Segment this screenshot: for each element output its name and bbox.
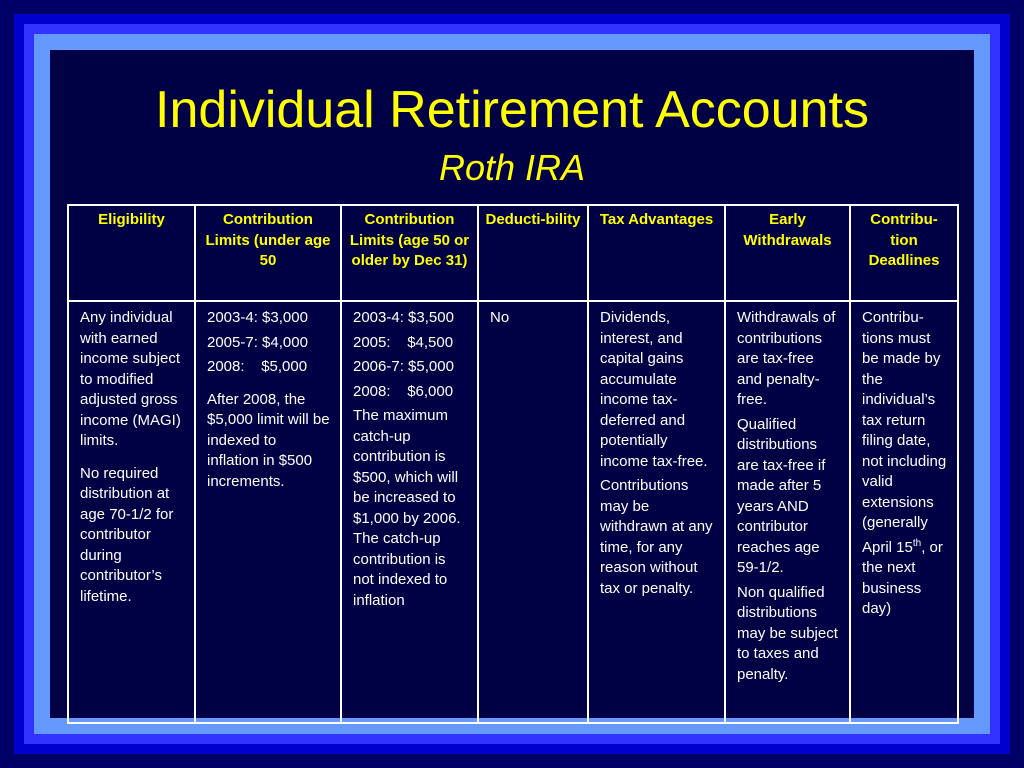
limit-50plus-line-2: 2005: $4,500	[353, 333, 454, 351]
eligibility-text-1: Any individual with earned income subject to modified adjusted gross income (MAGI) limits.	[80, 309, 181, 449]
header-early-withdrawals: Early Withdrawals	[725, 205, 850, 301]
header-eligibility: Eligibility	[68, 205, 195, 301]
cell-deductibility	[478, 301, 588, 723]
limit-50plus-line-3: 2006-7: $5,000	[353, 358, 454, 375]
early-withdrawals-text-1: Withdrawals of contributions are tax-free and penalty-free.	[737, 309, 836, 408]
header-row	[68, 205, 958, 301]
slide-title: Individual Retirement Accounts	[155, 81, 869, 139]
deadlines-text-main: Contribu-tions must be made by the individual’s tax return filing date, not including valid extensions (generally April 15	[862, 309, 947, 556]
limit-under50-line-1: 2003-4: $3,000	[207, 309, 308, 326]
header-limits-50-plus: Contribution Limits (age 50 or older by Dec 31)	[341, 205, 478, 301]
body-row	[68, 301, 958, 723]
tax-advantages-text-1: Dividends, interest, and capital gains accumulate income tax-deferred and potentially income tax-free.	[600, 309, 708, 470]
limit-50plus-line-4: 2008: $6,000	[353, 382, 454, 400]
early-withdrawals-text-3: Non qualified distributions may be subject to taxes and penalty.	[737, 583, 838, 683]
header-deductibility: Deducti-bility	[478, 205, 588, 301]
roth-ira-table	[67, 204, 959, 724]
limit-under50-line-3: 2008: $5,000	[207, 358, 308, 375]
deadlines-superscript: th	[912, 537, 922, 549]
early-withdrawals-text-2: Qualified distributions are tax-free if made after 5 years AND contributor reaches age 59-1/2.	[737, 415, 826, 576]
cell-deadlines	[850, 301, 958, 723]
eligibility-text-2: No required distribution at age 70-1/2 for contributor during contributor’s lifetime.	[80, 464, 174, 605]
cell-tax-advantages	[588, 301, 725, 723]
header-tax-advantages: Tax Advantages	[588, 205, 725, 301]
header-limits-under-50: Contribution Limits (under age 50	[195, 205, 341, 301]
slide-subtitle: Roth IRA	[438, 147, 586, 188]
limit-50plus-line-1: 2003-4: $3,500	[353, 309, 454, 326]
deductibility-text: No	[490, 309, 510, 326]
limit-under50-line-2: 2005-7: $4,000	[207, 333, 308, 351]
cell-limits-under-50	[195, 301, 341, 723]
cell-limits-50-plus	[341, 301, 478, 723]
header-deadlines: Contribu-tion Deadlines	[850, 205, 958, 301]
tax-advantages-text-2: Contributions may be withdrawn at any time, for any reason without tax or penalty.	[600, 477, 713, 597]
deadlines-text-end: , or the next business day)	[862, 538, 943, 617]
cell-early-withdrawals	[725, 301, 850, 723]
deadlines-text	[862, 308, 948, 620]
cell-eligibility	[68, 301, 195, 723]
limit-under50-note: After 2008, the $5,000 limit will be indexed to inflation in $500 increments.	[207, 390, 330, 490]
limit-50plus-note: The maximum catch-up contribution is $500, which will be increased to $1,000 by 2006. The catch-up contribution is not indexed to inflation	[353, 407, 461, 609]
